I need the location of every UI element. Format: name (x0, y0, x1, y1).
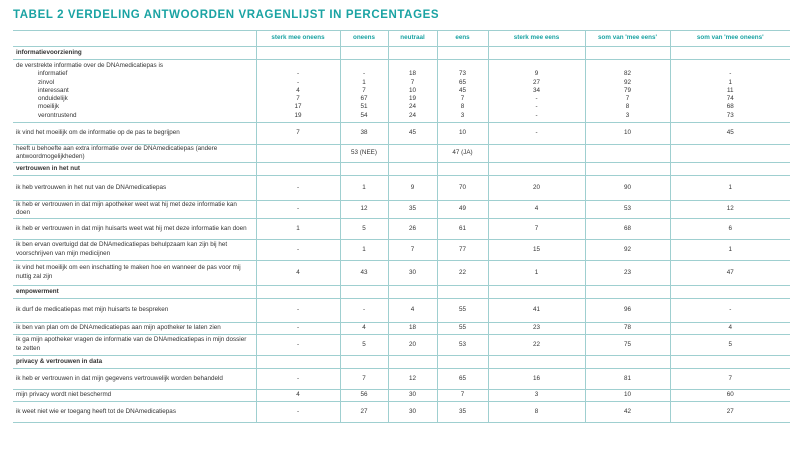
value-cell (388, 60, 437, 123)
section-header-cell (488, 355, 585, 368)
value-cell (388, 145, 437, 163)
table-row (13, 239, 790, 260)
value-cell: 30 (388, 401, 437, 422)
value-cell: 35 (388, 200, 437, 218)
value-cell: 30 (388, 389, 437, 401)
section-header-cell (340, 47, 388, 60)
section-header-cell (585, 355, 670, 368)
value-cell: 23 (585, 260, 670, 285)
value-cell: - (256, 298, 340, 322)
question-cell (13, 60, 256, 123)
value-cell: 9 (388, 175, 437, 200)
value: 7 (625, 95, 630, 103)
section-header-cell (488, 47, 585, 60)
value: 65 (458, 78, 466, 86)
value: 8 (460, 103, 465, 111)
value: - (296, 70, 300, 78)
value: 68 (726, 103, 734, 111)
value-cell: 4 (488, 200, 585, 218)
question-cell: ik heb er vertrouwen in dat mijn gegevens vertrouwelijk worden behandeld (13, 368, 256, 389)
value-cell (488, 60, 585, 123)
group-item-label: verontrustend (38, 111, 77, 119)
value-cell: 41 (488, 298, 585, 322)
question-cell: ik weet niet wie er toegang heeft tot de DNAmedicatiepas (13, 401, 256, 422)
value-cell: 53 (437, 334, 488, 355)
value-cell: 1 (340, 175, 388, 200)
value-cell: 6 (670, 218, 790, 239)
value: 4 (296, 86, 300, 94)
value-cell: - (256, 239, 340, 260)
section-header-cell (437, 355, 488, 368)
value-cell: 7 (670, 368, 790, 389)
value-cell: 7 (388, 239, 437, 260)
section-header-cell (256, 285, 340, 298)
table-row-group (13, 60, 790, 123)
value-cell: 7 (340, 368, 388, 389)
table-row (13, 401, 790, 422)
section-header-cell (585, 162, 670, 175)
table-row (13, 322, 790, 334)
spacer (260, 62, 337, 70)
section-header-cell (256, 162, 340, 175)
table-title: TABEL 2 VERDELING ANTWOORDEN VRAGENLIJST IN PERCENTAGES (13, 9, 440, 21)
section-header-cell (437, 47, 488, 60)
table-row (13, 123, 790, 145)
spacer (674, 62, 788, 70)
value-cell: 47 (670, 260, 790, 285)
value-cell: 10 (437, 123, 488, 145)
value-cell: 12 (340, 200, 388, 218)
question-cell: ik durf de medicatiepas met mijn huisarts te bespreken (13, 298, 256, 322)
value-cell: 77 (437, 239, 488, 260)
table-row (13, 334, 790, 355)
group-item-label: informatief (38, 70, 68, 78)
value-cell: 20 (388, 334, 437, 355)
value: - (535, 111, 538, 119)
question-cell: ik vind het moeilijk om een inschatting te maken hoe en wanneer de pas voor mij nuttig zal zijn (13, 260, 256, 285)
section-header-cell (585, 47, 670, 60)
value: 34 (532, 86, 540, 94)
value-cell: 4 (388, 298, 437, 322)
group-intro: de verstrekte informatie over de DNAmedicatiepas is (16, 62, 163, 69)
value-cell: 7 (256, 123, 340, 145)
value: 73 (458, 70, 466, 78)
value-cell: - (488, 123, 585, 145)
value-cell: 20 (488, 175, 585, 200)
value-cell: 12 (670, 200, 790, 218)
table-row (13, 145, 790, 163)
value-cell (256, 145, 340, 163)
section-title: vertrouwen in het nut (13, 162, 256, 175)
section-header-cell (340, 285, 388, 298)
column-header-som-mee-oneens: som van 'mee oneens' (670, 31, 790, 47)
value-cell: 30 (388, 260, 437, 285)
value: 27 (532, 78, 540, 86)
question-cell: ik heb er vertrouwen in dat mijn apotheker weet wat hij met deze informatie kan doen (13, 200, 256, 218)
section-header-cell (388, 355, 437, 368)
column-header-oneens: oneens (340, 31, 388, 47)
value-cell: 5 (670, 334, 790, 355)
section-header-cell (388, 162, 437, 175)
value-cell: - (256, 175, 340, 200)
value-cell: - (256, 200, 340, 218)
section-header-cell (340, 162, 388, 175)
value-cell (437, 60, 488, 123)
section-header-row (13, 47, 790, 60)
value: 82 (623, 70, 631, 78)
section-header-cell (670, 355, 790, 368)
value: 45 (458, 86, 466, 94)
value: 54 (360, 111, 368, 119)
value: 92 (623, 78, 631, 86)
value-cell (670, 60, 790, 123)
value-cell: 15 (488, 239, 585, 260)
value: 74 (726, 95, 734, 103)
group-item-label: moeilijk (38, 103, 59, 111)
section-header-cell (670, 162, 790, 175)
column-header-sterk-mee-oneens: sterk mee oneens (256, 31, 340, 47)
value: 24 (408, 111, 416, 119)
table-row (13, 368, 790, 389)
section-header-cell (256, 355, 340, 368)
value: 7 (410, 78, 415, 86)
value-cell: 4 (670, 322, 790, 334)
value: 19 (408, 95, 416, 103)
question-cell: ik ben van plan om de DNAmedicatiepas aan mijn apotheker te laten zien (13, 322, 256, 334)
value-cell: - (256, 334, 340, 355)
value: 19 (294, 111, 302, 119)
value-cell: 47 (JA) (437, 145, 488, 163)
column-header-neutraal: neutraal (388, 31, 437, 47)
value-cell: - (340, 298, 388, 322)
value: 79 (623, 86, 631, 94)
value-cell: 4 (340, 322, 388, 334)
spacer (441, 62, 485, 70)
value-cell: 68 (585, 218, 670, 239)
value-cell: 16 (488, 368, 585, 389)
value-cell (488, 145, 585, 163)
section-title: informatievoorziening (13, 47, 256, 60)
value-cell: - (256, 368, 340, 389)
value-cell: 45 (670, 123, 790, 145)
value: - (296, 78, 300, 86)
spacer (392, 62, 434, 70)
value-cell: 45 (388, 123, 437, 145)
value-cell: 8 (488, 401, 585, 422)
value: 10 (408, 86, 416, 94)
value-cell: 10 (585, 123, 670, 145)
table-row (13, 298, 790, 322)
question-cell: ik ben ervan overtuigd dat de DNAmedicatiepas behulpzaam kan zijn bij het voorschrijven van mijn medicijnen (13, 239, 256, 260)
question-cell: mijn privacy wordt niet beschermd (13, 389, 256, 401)
value-cell: 56 (340, 389, 388, 401)
value-cell: 5 (340, 218, 388, 239)
section-title: privacy & vertrouwen in data (13, 355, 256, 368)
value: 1 (362, 78, 366, 86)
value-cell: 70 (437, 175, 488, 200)
spacer (492, 62, 582, 70)
column-header-sterk-mee-eens: sterk mee eens (488, 31, 585, 47)
value-cell: 4 (256, 260, 340, 285)
value-cell: 1 (488, 260, 585, 285)
table-row (13, 260, 790, 285)
value: 18 (408, 70, 416, 78)
value-cell: 42 (585, 401, 670, 422)
value-cell: 78 (585, 322, 670, 334)
column-header-eens: eens (437, 31, 488, 47)
value-cell: 53 (585, 200, 670, 218)
section-header-cell (388, 47, 437, 60)
value-cell: 53 (NEE) (340, 145, 388, 163)
header-row (13, 31, 790, 47)
value-cell: 1 (256, 218, 340, 239)
value-cell: 1 (340, 239, 388, 260)
value: 11 (726, 86, 734, 94)
value-cell: 7 (488, 218, 585, 239)
value-cell (585, 60, 670, 123)
value-cell: 75 (585, 334, 670, 355)
value-cell: - (256, 401, 340, 422)
value-cell: 12 (388, 368, 437, 389)
value-cell: - (670, 298, 790, 322)
value-cell: 27 (670, 401, 790, 422)
value: 7 (362, 86, 366, 94)
group-item-label: onduidelijk (38, 95, 68, 103)
value-cell: 81 (585, 368, 670, 389)
value: 3 (625, 111, 630, 119)
section-header-cell (585, 285, 670, 298)
value-cell (256, 60, 340, 123)
section-header-cell (670, 285, 790, 298)
value-cell: 60 (670, 389, 790, 401)
value-cell: 18 (388, 322, 437, 334)
spacer (589, 62, 667, 70)
value-cell: 26 (388, 218, 437, 239)
value-cell: 96 (585, 298, 670, 322)
value: 67 (360, 95, 368, 103)
value-cell: 35 (437, 401, 488, 422)
value-cell (670, 145, 790, 163)
question-cell: ik vind het moeilijk om de informatie op de pas te begrijpen (13, 123, 256, 145)
value: - (729, 70, 732, 78)
group-item-label: interessant (38, 86, 69, 94)
section-header-row (13, 162, 790, 175)
section-header-row (13, 355, 790, 368)
value-cell: 55 (437, 298, 488, 322)
column-header-question (13, 31, 256, 47)
value-cell: 92 (585, 239, 670, 260)
value-cell: 27 (340, 401, 388, 422)
section-header-cell (256, 47, 340, 60)
value-cell: 1 (670, 175, 790, 200)
section-header-row (13, 285, 790, 298)
value-cell: 49 (437, 200, 488, 218)
value-cell: - (256, 322, 340, 334)
section-header-cell (437, 162, 488, 175)
value-cell (340, 60, 388, 123)
value-cell: 61 (437, 218, 488, 239)
value: 17 (294, 103, 302, 111)
value-cell: 1 (670, 239, 790, 260)
question-cell: heeft u behoefte aan extra informatie over de DNAmedicatiepas (andere antwoordmogelijkheden) (13, 145, 256, 163)
value: 9 (534, 70, 539, 78)
value: - (535, 95, 538, 103)
value-cell: 43 (340, 260, 388, 285)
value-cell: 3 (488, 389, 585, 401)
section-title: empowerment (13, 285, 256, 298)
percentages-table (13, 30, 790, 423)
section-header-cell (488, 285, 585, 298)
value-cell: 10 (585, 389, 670, 401)
column-header-som-mee-eens: som van 'mee eens' (585, 31, 670, 47)
value-cell: 5 (340, 334, 388, 355)
value-cell (585, 145, 670, 163)
value-cell: 7 (437, 389, 488, 401)
value: 1 (728, 78, 732, 86)
table-row (13, 200, 790, 218)
group-item-label: zinvol (38, 78, 55, 86)
value-cell: 4 (256, 389, 340, 401)
value-cell: 65 (437, 368, 488, 389)
value-cell: 23 (488, 322, 585, 334)
value: 7 (296, 95, 300, 103)
value: - (362, 70, 366, 78)
table-row (13, 175, 790, 200)
section-header-cell (388, 285, 437, 298)
value-cell: 22 (437, 260, 488, 285)
value-cell: 55 (437, 322, 488, 334)
question-cell: ik heb er vertrouwen in dat mijn huisarts weet wat hij met deze informatie kan doen (13, 218, 256, 239)
section-header-cell (670, 47, 790, 60)
value-cell: 22 (488, 334, 585, 355)
question-cell: ik heb vertrouwen in het nut van de DNAmedicatiepas (13, 175, 256, 200)
value: 7 (460, 95, 465, 103)
value: 73 (726, 111, 734, 119)
value-cell: 90 (585, 175, 670, 200)
value-cell: 38 (340, 123, 388, 145)
value: - (535, 103, 538, 111)
value: 3 (460, 111, 465, 119)
value: 51 (360, 103, 368, 111)
value: 8 (625, 103, 630, 111)
value: 24 (408, 103, 416, 111)
table-row (13, 389, 790, 401)
question-cell: ik ga mijn apotheker vragen de informatie van de DNAmedicatiepas in mijn dossier te zetten (13, 334, 256, 355)
table-row (13, 218, 790, 239)
section-header-cell (340, 355, 388, 368)
section-header-cell (437, 285, 488, 298)
section-header-cell (488, 162, 585, 175)
spacer (344, 62, 385, 70)
